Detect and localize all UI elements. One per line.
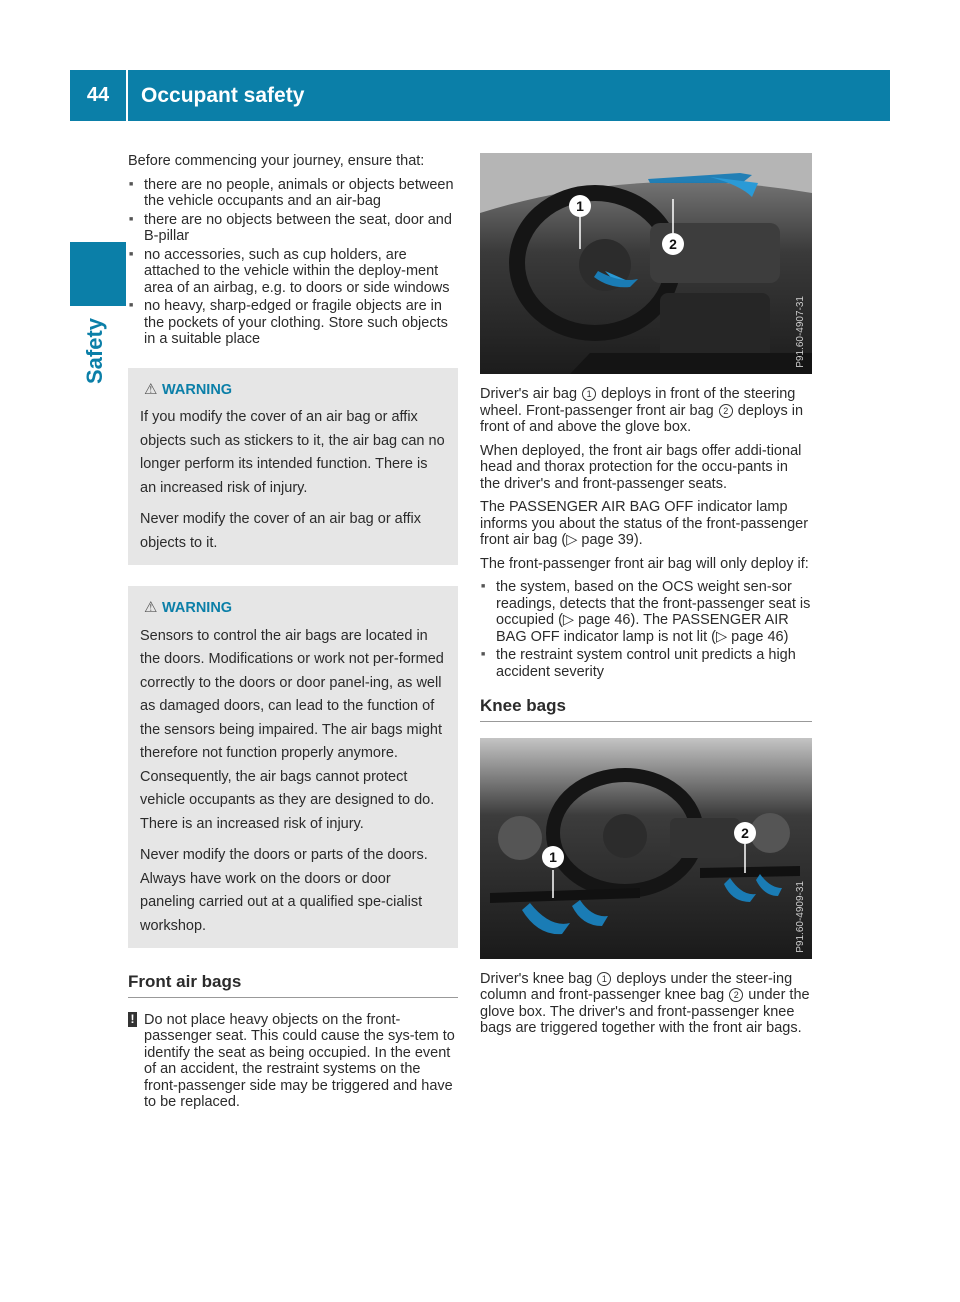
list-item: ■ the system, based on the OCS weight sen-sor readings, detects that the front-passenger seat is occupied (▷ page 46). The PASSENGER AIR BAG OFF indicator lamp is not lit (▷ page 46) — [480, 579, 812, 645]
warning-text: If you modify the cover of an air bag or affix objects such as stickers to it, the air bag can no longer perform its intended function. There is an increased risk of injury. — [140, 409, 445, 496]
header-divider — [126, 70, 128, 121]
notice-text: Do not place heavy objects on the front-passenger seat. This could cause the sys-tem to identify the seat as being occupied. In the event of an accident, the restraint systems on the front-passenger side may be triggered and have to be replaced. — [144, 1011, 455, 1110]
left-column — [128, 153, 458, 1111]
warning-triangle-icon: ⚠ — [144, 380, 158, 398]
knee-bag-illustration — [480, 738, 812, 959]
paragraph: The PASSENGER AIR BAG OFF indicator lamp informs you about the status of the front-passenger front air bag (▷ page 39). — [480, 499, 809, 548]
callout-2: 2 — [734, 822, 756, 844]
callout-1: 1 — [569, 195, 591, 217]
list-item: ■ no heavy, sharp-edged or fragile objects are in the pockets of your clothing. Store such objects in a suitable place — [128, 298, 458, 348]
marker-1: 1 — [597, 972, 611, 986]
warning-instruction: Never modify the doors or parts of the doors. Always have work on the doors or door paneling carried out at a qualified spe-cialist workshop. — [140, 847, 428, 934]
dashboard-illustration — [480, 153, 812, 374]
deploy-conditions-list — [480, 579, 812, 680]
list-item: ■ there are no objects between the seat, door and B-pillar — [128, 212, 458, 245]
warning-heading — [140, 596, 446, 621]
list-item: ■ the restraint system control unit predicts a high accident severity — [480, 647, 812, 680]
warning-label: WARNING — [162, 600, 233, 616]
caption-front-airbags: Driver's air bag 1 deploys in front of the steering wheel. Front-passenger front air bag 2 deploys in front of and above the glove box. — [480, 386, 804, 435]
page-title: Occupant safety — [141, 84, 305, 107]
figure-code: P91.60-4907-31 — [794, 296, 806, 368]
list-item: ■ no accessories, such as cup holders, are attached to the vehicle within the deploy-ment area of an airbag, e.g. to doors or side windows — [128, 247, 458, 297]
section-title-knee-bags: Knee bags — [480, 698, 812, 722]
warning-instruction: Never modify the cover of an air bag or affix objects to it. — [140, 511, 422, 551]
warning-triangle-icon: ⚠ — [144, 599, 158, 616]
paragraph: The front-passenger front air bag will only deploy if: — [480, 555, 809, 572]
warning-box — [128, 586, 458, 948]
caption-knee-bags: Driver's knee bag 1 deploys under the steer-ing column and front-passenger knee bag 2 under the glove box. The driver's and front-passenger knee bags are triggered together with the front air bags. — [480, 970, 810, 1036]
front-airbag-figure — [480, 153, 812, 374]
knee-airbag-figure — [480, 738, 812, 959]
precaution-list — [128, 177, 458, 348]
notice-exclamation-icon: ! — [128, 1012, 137, 1027]
marker-2: 2 — [719, 404, 733, 418]
marker-2: 2 — [729, 988, 743, 1002]
intro-text: Before commencing your journey, ensure that: — [128, 153, 425, 169]
warning-text: Sensors to control the air bags are located in the doors. Modifications or work not per-formed correctly to the doors or door panel-ing, as well as damaged doors, can lead to the function of the sensors being impaired. The air bags might therefore not function properly anymore. Consequently, the air bags cannot protect vehicle occupants as they are designed to do. There is an increased risk of injury. — [140, 627, 444, 832]
callout-2: 2 — [662, 233, 684, 255]
side-tab-label: Safety — [82, 317, 108, 385]
warning-box — [128, 368, 458, 566]
marker-1: 1 — [582, 387, 596, 401]
section-title-front-air-bags: Front air bags — [128, 974, 458, 998]
paragraph: When deployed, the front air bags offer addi-tional head and thorax protection for the occu-pants in the driver's and front-passenger seats. — [480, 442, 802, 492]
figure-code: P91.60-4909-31 — [794, 880, 806, 953]
side-tab — [70, 308, 126, 386]
side-tab-marker — [70, 242, 126, 306]
list-item: ■ there are no people, animals or objects between the vehicle occupants and an air-bag — [128, 177, 458, 210]
warning-heading — [140, 378, 446, 403]
page-number: 44 — [86, 84, 110, 106]
notice-block — [128, 1012, 458, 1111]
right-column — [480, 153, 812, 1044]
callout-1: 1 — [542, 846, 564, 868]
warning-label: WARNING — [162, 381, 233, 398]
